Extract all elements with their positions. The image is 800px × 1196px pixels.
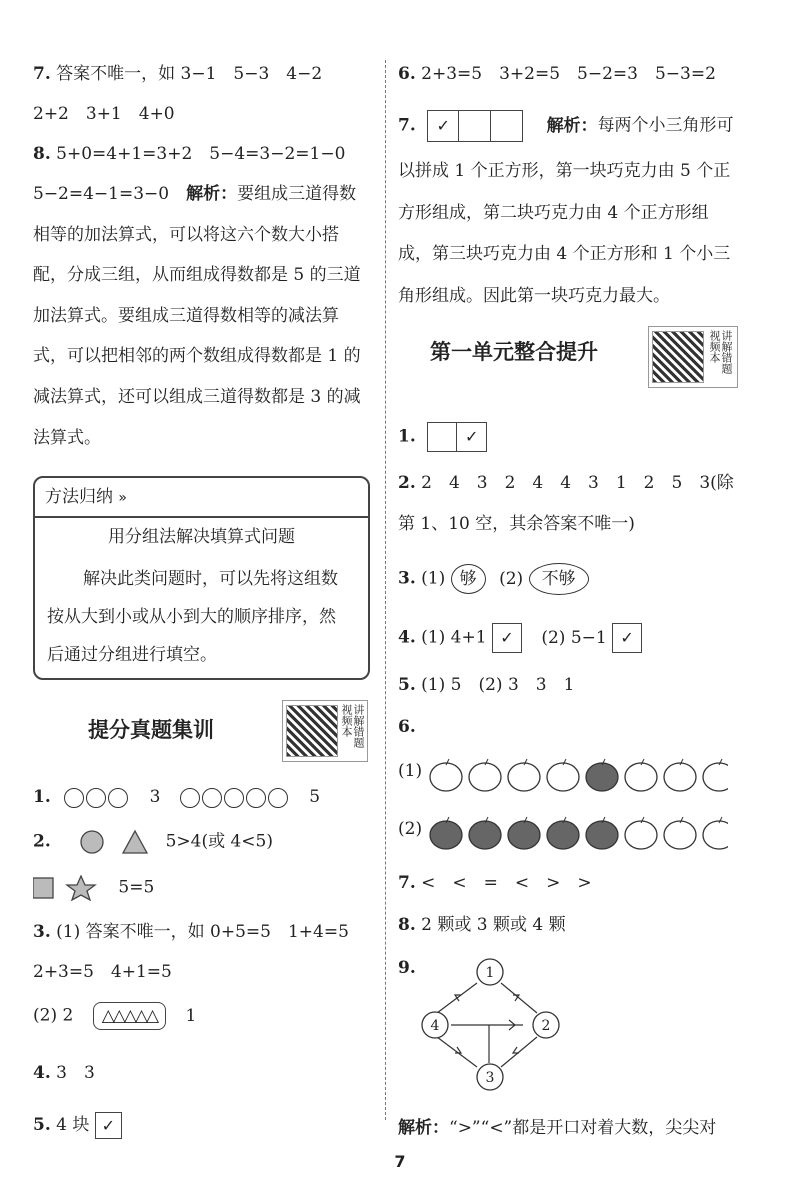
method-line3: 后通过分组进行填空。	[47, 645, 217, 665]
b6-label-2: (2)	[398, 819, 423, 839]
apple	[586, 763, 618, 791]
b2-line2: 第 1、10 空，其余答案不唯一)	[398, 514, 635, 534]
q8-line6: 减法算式，还可以组成三道得数都是 3 的减	[33, 387, 361, 407]
method-divider	[35, 516, 368, 518]
triangle-group-box: △△△△△	[93, 1002, 166, 1030]
apple	[625, 821, 657, 849]
answer-oval-2: 不够	[529, 563, 589, 595]
a4: 4. 3 3	[33, 1063, 95, 1083]
node-3: 3	[485, 1070, 495, 1086]
apple-row-1	[428, 757, 728, 793]
a3: 3. (1) 答案不唯一，如 0+5=5 1+4=5	[33, 922, 349, 942]
q8-line3: 配，分成三组，从而组成得数都是 5 的三道	[33, 265, 361, 285]
method-line2: 按从大到小或从小到大的顺序排序，然	[47, 607, 336, 627]
q8-line4: 加法算式。要组成三道得数相等的减法算	[33, 306, 339, 326]
q7r-line3: 成，第三块巧克力由 4 个正方形和 1 个小三	[398, 244, 731, 264]
section-title-left: 提分真题集训	[88, 718, 214, 742]
a3-part2: (2) 2 △△△△△ 1	[33, 1002, 196, 1030]
apple	[625, 763, 657, 791]
apple	[547, 763, 579, 791]
apple	[703, 763, 728, 791]
node-1: 1	[485, 965, 495, 981]
a3-line2: 2+3=5 4+1=5	[33, 962, 172, 982]
apple	[430, 821, 462, 849]
analysis-line: 解析：“>”“<”都是开口对着大数，尖尖对	[398, 1118, 717, 1138]
apple	[664, 763, 696, 791]
apple	[586, 821, 618, 849]
apple	[547, 821, 579, 849]
method-box	[33, 476, 370, 680]
q7-left: 7. 答案不唯一，如 3−1 5−3 4−2	[33, 64, 323, 84]
q8-line2: 相等的加法算式，可以将这六个数大小搭	[33, 225, 339, 245]
circle-triangle-shapes	[60, 829, 160, 855]
check-box: ✓	[492, 623, 522, 653]
apple	[664, 821, 696, 849]
a5: 5. 4 块 ✓	[33, 1112, 122, 1139]
page-number: 7	[394, 1152, 406, 1171]
answer-oval-1: 够	[451, 564, 486, 594]
square-star-shapes	[33, 875, 113, 901]
q8-line7: 法算式。	[33, 428, 101, 448]
q7r-line2: 方形组成，第二块巧克力由 4 个正方形组	[398, 203, 709, 223]
method-tag: 方法归纳 »	[45, 487, 127, 507]
method-title: 用分组法解决填算式问题	[108, 527, 295, 547]
number-diagram	[415, 955, 565, 1095]
method-line1: 解决此类问题时，可以先将这组数	[83, 569, 338, 589]
b3: 3. (1) 够 (2) 不够	[398, 563, 589, 595]
qr-label-right: 讲解错题视频本	[708, 330, 733, 374]
b2: 2. 2 4 3 2 4 4 3 1 2 5 3(除	[398, 473, 734, 493]
check-box: ✓	[457, 422, 487, 452]
a2-line2: 5=5	[33, 875, 154, 901]
q6-right: 6. 2+3=5 3+2=5 5−2=3 5−3=2	[398, 64, 716, 84]
qr-code-right[interactable]	[652, 331, 704, 383]
b6: 6.	[398, 717, 416, 737]
b4: 4. (1) 4+1 ✓ (2) 5−1 ✓	[398, 623, 642, 653]
b5: 5. (1) 5 (2) 3 3 1	[398, 675, 575, 695]
empty-box	[491, 110, 523, 142]
apple	[508, 763, 540, 791]
empty-box	[427, 422, 457, 452]
node-2: 2	[541, 1018, 551, 1034]
qr-label-left: 讲解错题视频本	[340, 704, 365, 748]
qr-code-left[interactable]	[286, 705, 338, 757]
q7r-line1: 以拼成 1 个正方形，第一块巧克力由 5 个正	[398, 161, 731, 181]
a1: 1. 3 5	[33, 787, 321, 807]
apple	[703, 821, 728, 849]
b6-label-1: (1)	[398, 761, 423, 781]
a2: 2. 5>4(或 4<5)	[33, 829, 273, 855]
check-box: ✓	[612, 623, 642, 653]
apple	[469, 763, 501, 791]
column-divider	[385, 60, 386, 1120]
b1: 1. ✓	[398, 422, 487, 452]
section-title-right: 第一单元整合提升	[430, 340, 598, 364]
q8-line5: 式，可以把相邻的两个数组成得数都是 1 的	[33, 346, 361, 366]
check-box: ✓	[427, 110, 459, 142]
q8-left: 8. 5+0=4+1=3+2 5−4=3−2=1−0	[33, 144, 346, 164]
b9: 9.	[398, 958, 416, 978]
check-box: ✓	[95, 1112, 122, 1139]
b7: 7. < < = < > >	[398, 873, 592, 893]
apple	[430, 763, 462, 791]
q7-right: 7. ✓ 解析：每两个小三角形可	[398, 110, 734, 142]
apple	[469, 821, 501, 849]
q7-left-line2: 2+2 3+1 4+0	[33, 104, 175, 124]
q8-line1: 5−2=4−1=3−0 解析：要组成三道得数	[33, 184, 357, 204]
b8: 8. 2 颗或 3 颗或 4 颗	[398, 915, 566, 935]
empty-box	[459, 110, 491, 142]
node-4: 4	[430, 1018, 440, 1034]
apple	[508, 821, 540, 849]
apple-row-2	[428, 815, 728, 851]
q7r-line4: 角形组成。因此第一块巧克力最大。	[398, 286, 670, 306]
